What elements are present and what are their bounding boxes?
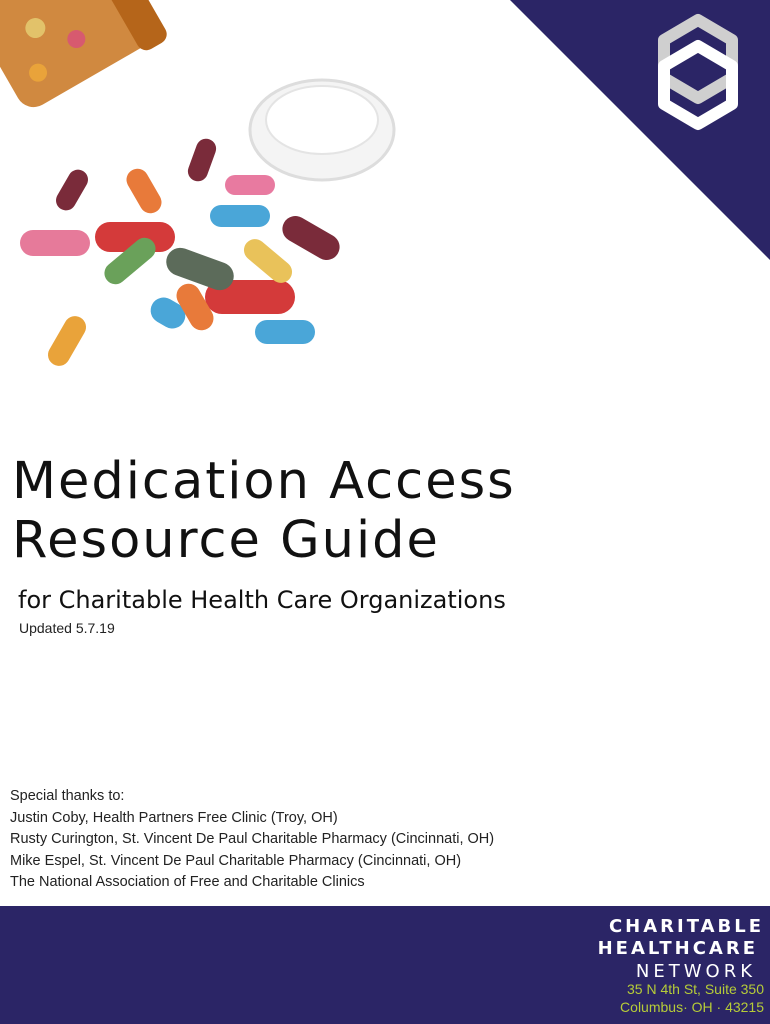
medication-pills-image	[0, 0, 420, 400]
corner-brand-triangle	[510, 0, 770, 260]
acknowledgement-item: Justin Coby, Health Partners Free Clinic (Troy, OH)	[10, 809, 338, 826]
title-line-2: Resource Guide	[12, 511, 440, 570]
address-line-1: 35 N 4th St, Suite 350	[627, 981, 764, 997]
acknowledgement-item: Mike Espel, St. Vincent De Paul Charitable Pharmacy (Cincinnati, OH)	[10, 852, 462, 869]
acknowledgements-heading: Special thanks to:	[10, 788, 125, 804]
footer-band	[0, 906, 770, 1024]
acknowledgement-item: The National Association of Free and Charitable Clinics	[10, 874, 365, 890]
page-title	[12, 452, 516, 570]
title-line-1: Medication Access	[12, 452, 516, 511]
org-name-line-3: NETWORK	[635, 961, 756, 982]
org-name-line-1: CHARITABLE	[608, 916, 764, 937]
org-name-line-2: HEALTHCARE	[597, 938, 758, 959]
acknowledgement-item: Rusty Curington, St. Vincent De Paul Charitable Pharmacy (Cincinnati, OH)	[10, 831, 495, 847]
organization-name	[598, 916, 764, 984]
organization-address	[620, 980, 764, 1016]
updated-date: Updated 5.7.19	[19, 620, 115, 636]
acknowledgements	[10, 786, 494, 894]
address-line-2: Columbus· OH · 43215	[620, 999, 764, 1015]
subtitle: for Charitable Health Care Organizations	[18, 586, 506, 614]
